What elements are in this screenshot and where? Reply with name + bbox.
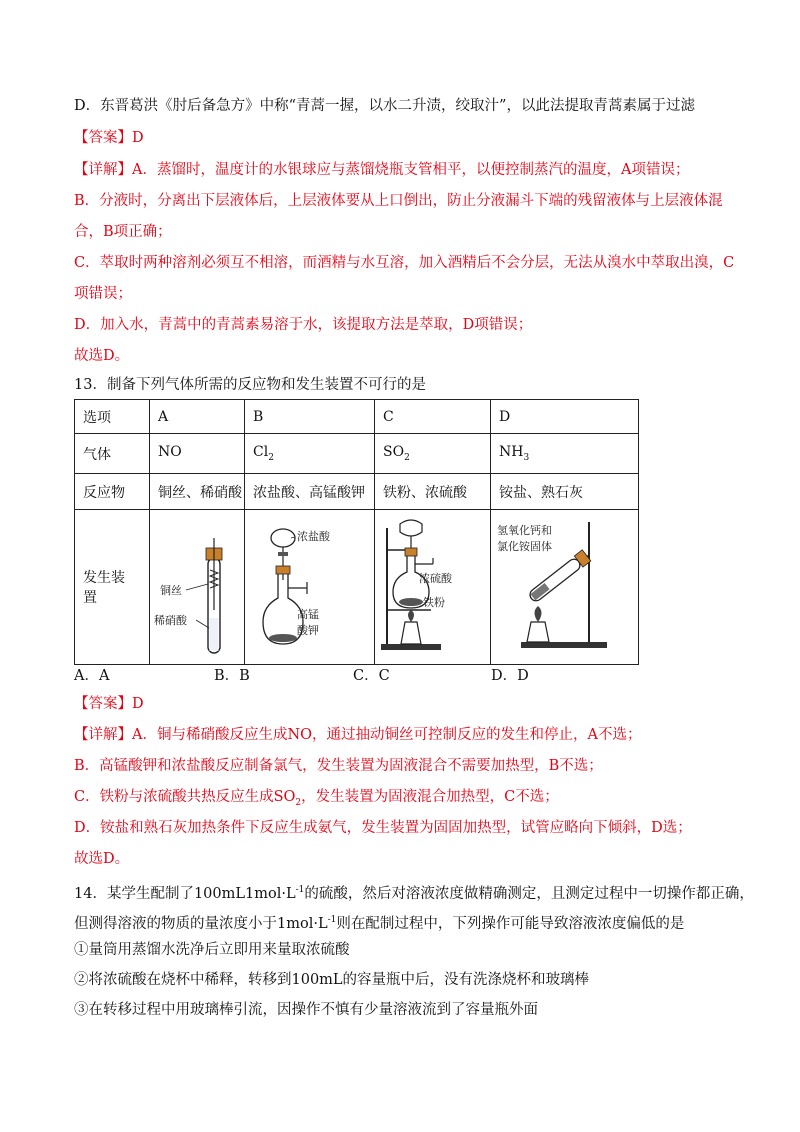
- reactant-cell: 浓盐酸、高锰酸钾: [245, 474, 375, 510]
- label-conc-h2so4: 浓硫酸: [419, 572, 452, 585]
- apparatus-d: [491, 510, 639, 665]
- q12-answer: [74, 128, 740, 148]
- q12-detail-d: D．加入水，青蒿中的青蒿素易溶于水，该提取方法是萃取，D项错误；: [74, 317, 533, 333]
- stem-text: 但测得溶液的物质的量浓度小于1mol·L: [74, 915, 328, 932]
- choice-a[interactable]: A．A: [74, 668, 110, 684]
- apparatus-a: [150, 510, 245, 665]
- q13-answer: [74, 694, 740, 714]
- reactant-cell: 铁粉、浓硫酸: [375, 474, 491, 510]
- gas-subscript: 2: [268, 452, 274, 463]
- q13-detail-b: B．高锰酸钾和浓盐酸反应制备氯气，发生装置为固液混合不需要加热型，B不选；: [74, 758, 603, 774]
- gas-formula: Cl: [253, 444, 269, 461]
- q14-item-2: ②将浓硫酸在烧杯中稀释，转移到100mL的容量瓶中后，没有洗涤烧杯和玻璃棒: [74, 972, 590, 988]
- table-row: [75, 474, 639, 510]
- table-row: [75, 400, 639, 434]
- label-dilute-nitric: 稀硝酸: [154, 614, 187, 627]
- gas-cell: [491, 434, 639, 474]
- q13-table: [74, 399, 639, 665]
- label-copper: 铜丝: [160, 584, 182, 597]
- table-row: [75, 434, 639, 474]
- gas-formula: NH: [499, 444, 524, 461]
- q12-conclusion: 故选D。: [74, 348, 130, 364]
- q14-stem-line2: [74, 910, 740, 934]
- gas-formula: SO: [383, 444, 405, 461]
- detail-label: 【详解】: [74, 727, 132, 743]
- superscript: -1: [327, 915, 337, 925]
- q12-detail-b1: B．分液时，分离出下层液体后，上层液体要从上口倒出，防止分液漏斗下端的残留液体与上层液体混: [74, 193, 723, 209]
- gas-cell: [375, 434, 491, 474]
- label-kmno4-1: 高锰: [297, 608, 319, 621]
- option-cell: C: [375, 400, 491, 434]
- q13-conclusion: 故选D。: [74, 851, 130, 867]
- q14-item-1: ①量筒用蒸馏水洗净后立即用来量取浓硫酸: [74, 942, 350, 958]
- detail-text: ，发生装置为固液混合加热型，C不选；: [301, 789, 559, 805]
- superscript: -1: [295, 885, 305, 895]
- row-label: [75, 510, 150, 665]
- stem-text: 则在配制过程中，下列操作可能导致溶液浓度偏低的是: [336, 915, 685, 932]
- detail-label: 【详解】: [74, 162, 132, 178]
- gas-formula: NO: [158, 444, 182, 461]
- choice-c[interactable]: C．C: [353, 668, 390, 684]
- gas-subscript: 2: [404, 452, 410, 463]
- gas-cell: [150, 434, 245, 474]
- row-label: 选项: [75, 400, 150, 434]
- row-label: 气体: [75, 434, 150, 474]
- q12-detail-a: [74, 160, 740, 180]
- choice-b[interactable]: B．B: [214, 668, 250, 684]
- q13-detail-a: [74, 725, 740, 745]
- option-cell: A: [150, 400, 245, 434]
- reactant-cell: 铜丝、稀硝酸: [150, 474, 245, 510]
- detail-text: A．铜与稀硝酸反应生成NO，通过抽动铜丝可控制反应的发生和停止，A不选；: [132, 727, 642, 743]
- subscript: 2: [295, 797, 302, 808]
- label-kmno4-2: 酸钾: [297, 624, 319, 637]
- q13-detail-c: [74, 787, 740, 813]
- q14-stem-line1: [74, 880, 754, 904]
- option-cell: B: [245, 400, 375, 434]
- q14-item-3: ③在转移过程中用玻璃棒引流，因操作不慎有少量溶液流到了容量瓶外面: [74, 1002, 538, 1018]
- apparatus-c-diagram: [375, 510, 482, 660]
- row-label: 反应物: [75, 474, 150, 510]
- gas-cell: [245, 434, 375, 474]
- reactant-cell: 铵盐、熟石灰: [491, 474, 639, 510]
- answer-label: 【答案】: [74, 130, 132, 146]
- detail-text: C．铁粉与浓硫酸共热反应生成SO: [74, 789, 296, 805]
- label-iron-powder: 铁粉: [423, 596, 445, 609]
- detail-text: A．蒸馏时，温度计的水银球应与蒸馏烧瓶支管相平，以便控制蒸汽的温度，A项错误；: [132, 162, 690, 178]
- q13-stem: 13．制备下列气体所需的反应物和发生装置不可行的是: [74, 377, 426, 393]
- answer-label: 【答案】: [74, 696, 132, 712]
- apparatus-c: [375, 510, 491, 665]
- apparatus-label: 发生装置: [83, 570, 125, 606]
- q12-detail-c2: 项错误；: [74, 286, 132, 302]
- apparatus-b: [245, 510, 375, 665]
- gas-subscript: 3: [523, 452, 530, 463]
- q12-detail-b2: 合，B项正确；: [74, 224, 172, 240]
- label-conc-hcl: 浓盐酸: [297, 530, 330, 543]
- choice-d[interactable]: D．D: [491, 668, 529, 684]
- q12-option-d: D．东晋葛洪《肘后备急方》中称“青蒿一握，以水二升渍，绞取汁”，以此法提取青蒿素属于过滤: [74, 98, 695, 114]
- table-row: [75, 510, 639, 665]
- answer-value: D: [132, 696, 144, 712]
- option-cell: D: [491, 400, 639, 434]
- apparatus-a-diagram: [150, 510, 236, 660]
- answer-value: D: [132, 130, 144, 146]
- stem-text: 14．某学生配制了100mL1mol·L: [74, 885, 296, 902]
- apparatus-d-diagram: [491, 510, 630, 660]
- apparatus-b-diagram: [245, 510, 366, 660]
- q12-detail-c1: C．萃取时两种溶剂必须互不相溶，而酒精与水互溶，加入酒精后不会分层，无法从溴水中萃取出溴，C: [74, 255, 735, 271]
- stem-text: 的硫酸，然后对溶液浓度做精确测定，且测定过程中一切操作都正确，: [304, 885, 754, 902]
- label-caoh2: 氢氧化钙和: [497, 524, 552, 537]
- label-nh4cl: 氯化铵固体: [497, 540, 552, 553]
- q13-detail-d: D．铵盐和熟石灰加热条件下反应生成氨气，发生装置为固固加热型，试管应略向下倾斜，D选；: [74, 820, 692, 836]
